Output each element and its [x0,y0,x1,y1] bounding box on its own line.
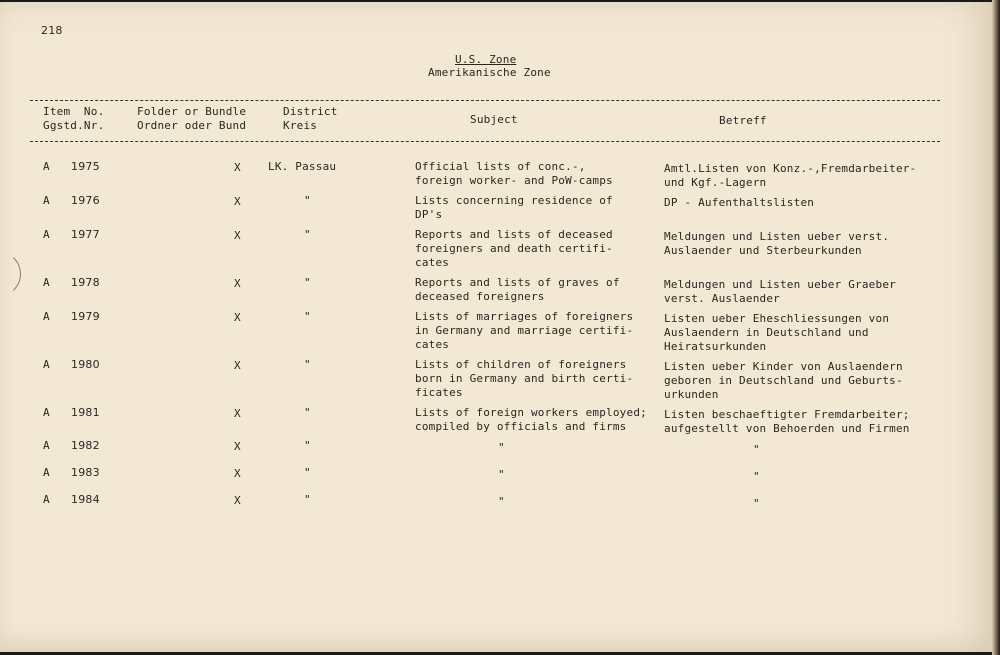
row-item-number: 1983 [71,466,100,479]
row-folder: X [234,467,241,480]
row-letter: A [43,406,50,419]
row-district: " [304,406,311,419]
row-betreff-line: Meldungen und Listen ueber verst. [664,230,890,243]
row-letter: A [43,439,50,452]
row-district: " [304,310,311,323]
row-folder: X [234,195,241,208]
row-betreff-line: " [753,443,760,456]
row-letter: A [43,276,50,289]
page-edge [992,0,1000,655]
row-letter: A [43,160,50,173]
row-betreff-line: DP - Aufenthaltslisten [664,196,815,209]
col-folder-de: Ordner oder Bund [137,119,247,132]
row-item-number: 1984 [71,493,100,506]
row-betreff-line: " [753,497,760,510]
row-subject-line: cates [415,256,450,269]
row-district: " [304,493,311,506]
col-item-en: Item No. [43,105,105,118]
row-letter: A [43,466,50,479]
row-betreff-line: Listen beschaeftigter Fremdarbeiter; [664,408,910,421]
row-district: " [304,194,311,207]
row-folder: X [234,359,241,372]
row-betreff-line: Auslaendern in Deutschland und [664,326,869,339]
row-item-number: 1979 [71,310,100,323]
page-tab-decoration [0,250,21,298]
row-item-number: 1978 [71,276,100,289]
row-letter: A [43,228,50,241]
row-betreff-line: " [753,470,760,483]
row-folder: X [234,494,241,507]
row-subject-line: Reports and lists of deceased [415,228,613,241]
row-folder: X [234,229,241,242]
row-subject-line: " [498,441,505,454]
row-subject-line: deceased foreigners [415,290,545,303]
row-letter: A [43,310,50,323]
document-page [0,2,992,652]
row-subject-line: " [498,468,505,481]
row-subject-line: ficates [415,386,463,399]
row-item-number: 1977 [71,228,100,241]
row-betreff-line: Amtl.Listen von Konz.-,Fremdarbeiter- [664,162,917,175]
row-subject-line: born in Germany and birth certi- [415,372,634,385]
row-betreff-line: Meldungen und Listen ueber Graeber [664,278,896,291]
header-rule-top [30,100,940,101]
row-betreff-line: Auslaender und Sterbeurkunden [664,244,862,257]
row-item-number: 1981 [71,406,100,419]
zone-title: U.S. Zone [455,53,517,66]
col-item-de: Ggstd.Nr. [43,119,105,132]
row-subject-line: compiled by officials and firms [415,420,627,433]
row-item-number: 1975 [71,160,100,173]
row-folder: X [234,407,241,420]
row-district: " [304,439,311,452]
row-subject-line: Lists of children of foreigners [415,358,627,371]
zone-subtitle: Amerikanische Zone [428,66,551,79]
row-betreff-line: Listen ueber Kinder von Auslaendern [664,360,903,373]
row-subject-line: Lists of foreign workers employed; [415,406,647,419]
row-district: " [304,358,311,371]
row-betreff-line: verst. Auslaender [664,292,780,305]
row-folder: X [234,161,241,174]
header-rule-bottom [30,141,940,142]
row-subject-line: cates [415,338,450,351]
row-item-number: 1982 [71,439,100,452]
row-subject-line: Lists concerning residence of [415,194,613,207]
row-subject-line: Official lists of conc.-, [415,160,586,173]
row-district: " [304,466,311,479]
col-district-en: District [283,105,338,118]
row-item-number: 1976 [71,194,100,207]
row-betreff-line: urkunden [664,388,719,401]
row-subject-line: Lists of marriages of foreigners [415,310,634,323]
row-betreff-line: Heiratsurkunden [664,340,767,353]
row-folder: X [234,311,241,324]
row-subject-line: Reports and lists of graves of [415,276,620,289]
row-letter: A [43,194,50,207]
row-betreff-line: und Kgf.-Lagern [664,176,767,189]
row-district: LK. Passau [268,160,337,173]
row-subject-line: " [498,495,505,508]
row-item-number: 1980 [71,358,100,371]
col-district-de: Kreis [283,119,318,132]
row-district: " [304,228,311,241]
row-subject-line: DP's [415,208,443,221]
col-betreff: Betreff [719,114,767,127]
row-folder: X [234,440,241,453]
row-subject-line: in Germany and marriage certifi- [415,324,634,337]
row-letter: A [43,493,50,506]
col-folder-en: Folder or Bundle [137,105,247,118]
row-betreff-line: aufgestellt von Behoerden und Firmen [664,422,910,435]
page-number: 218 [41,24,63,37]
col-subject: Subject [470,113,518,126]
row-betreff-line: Listen ueber Eheschliessungen von [664,312,890,325]
row-subject-line: foreign worker- and PoW-camps [415,174,613,187]
row-letter: A [43,358,50,371]
row-folder: X [234,277,241,290]
row-subject-line: foreigners and death certifi- [415,242,613,255]
row-district: " [304,276,311,289]
row-betreff-line: geboren in Deutschland und Geburts- [664,374,903,387]
